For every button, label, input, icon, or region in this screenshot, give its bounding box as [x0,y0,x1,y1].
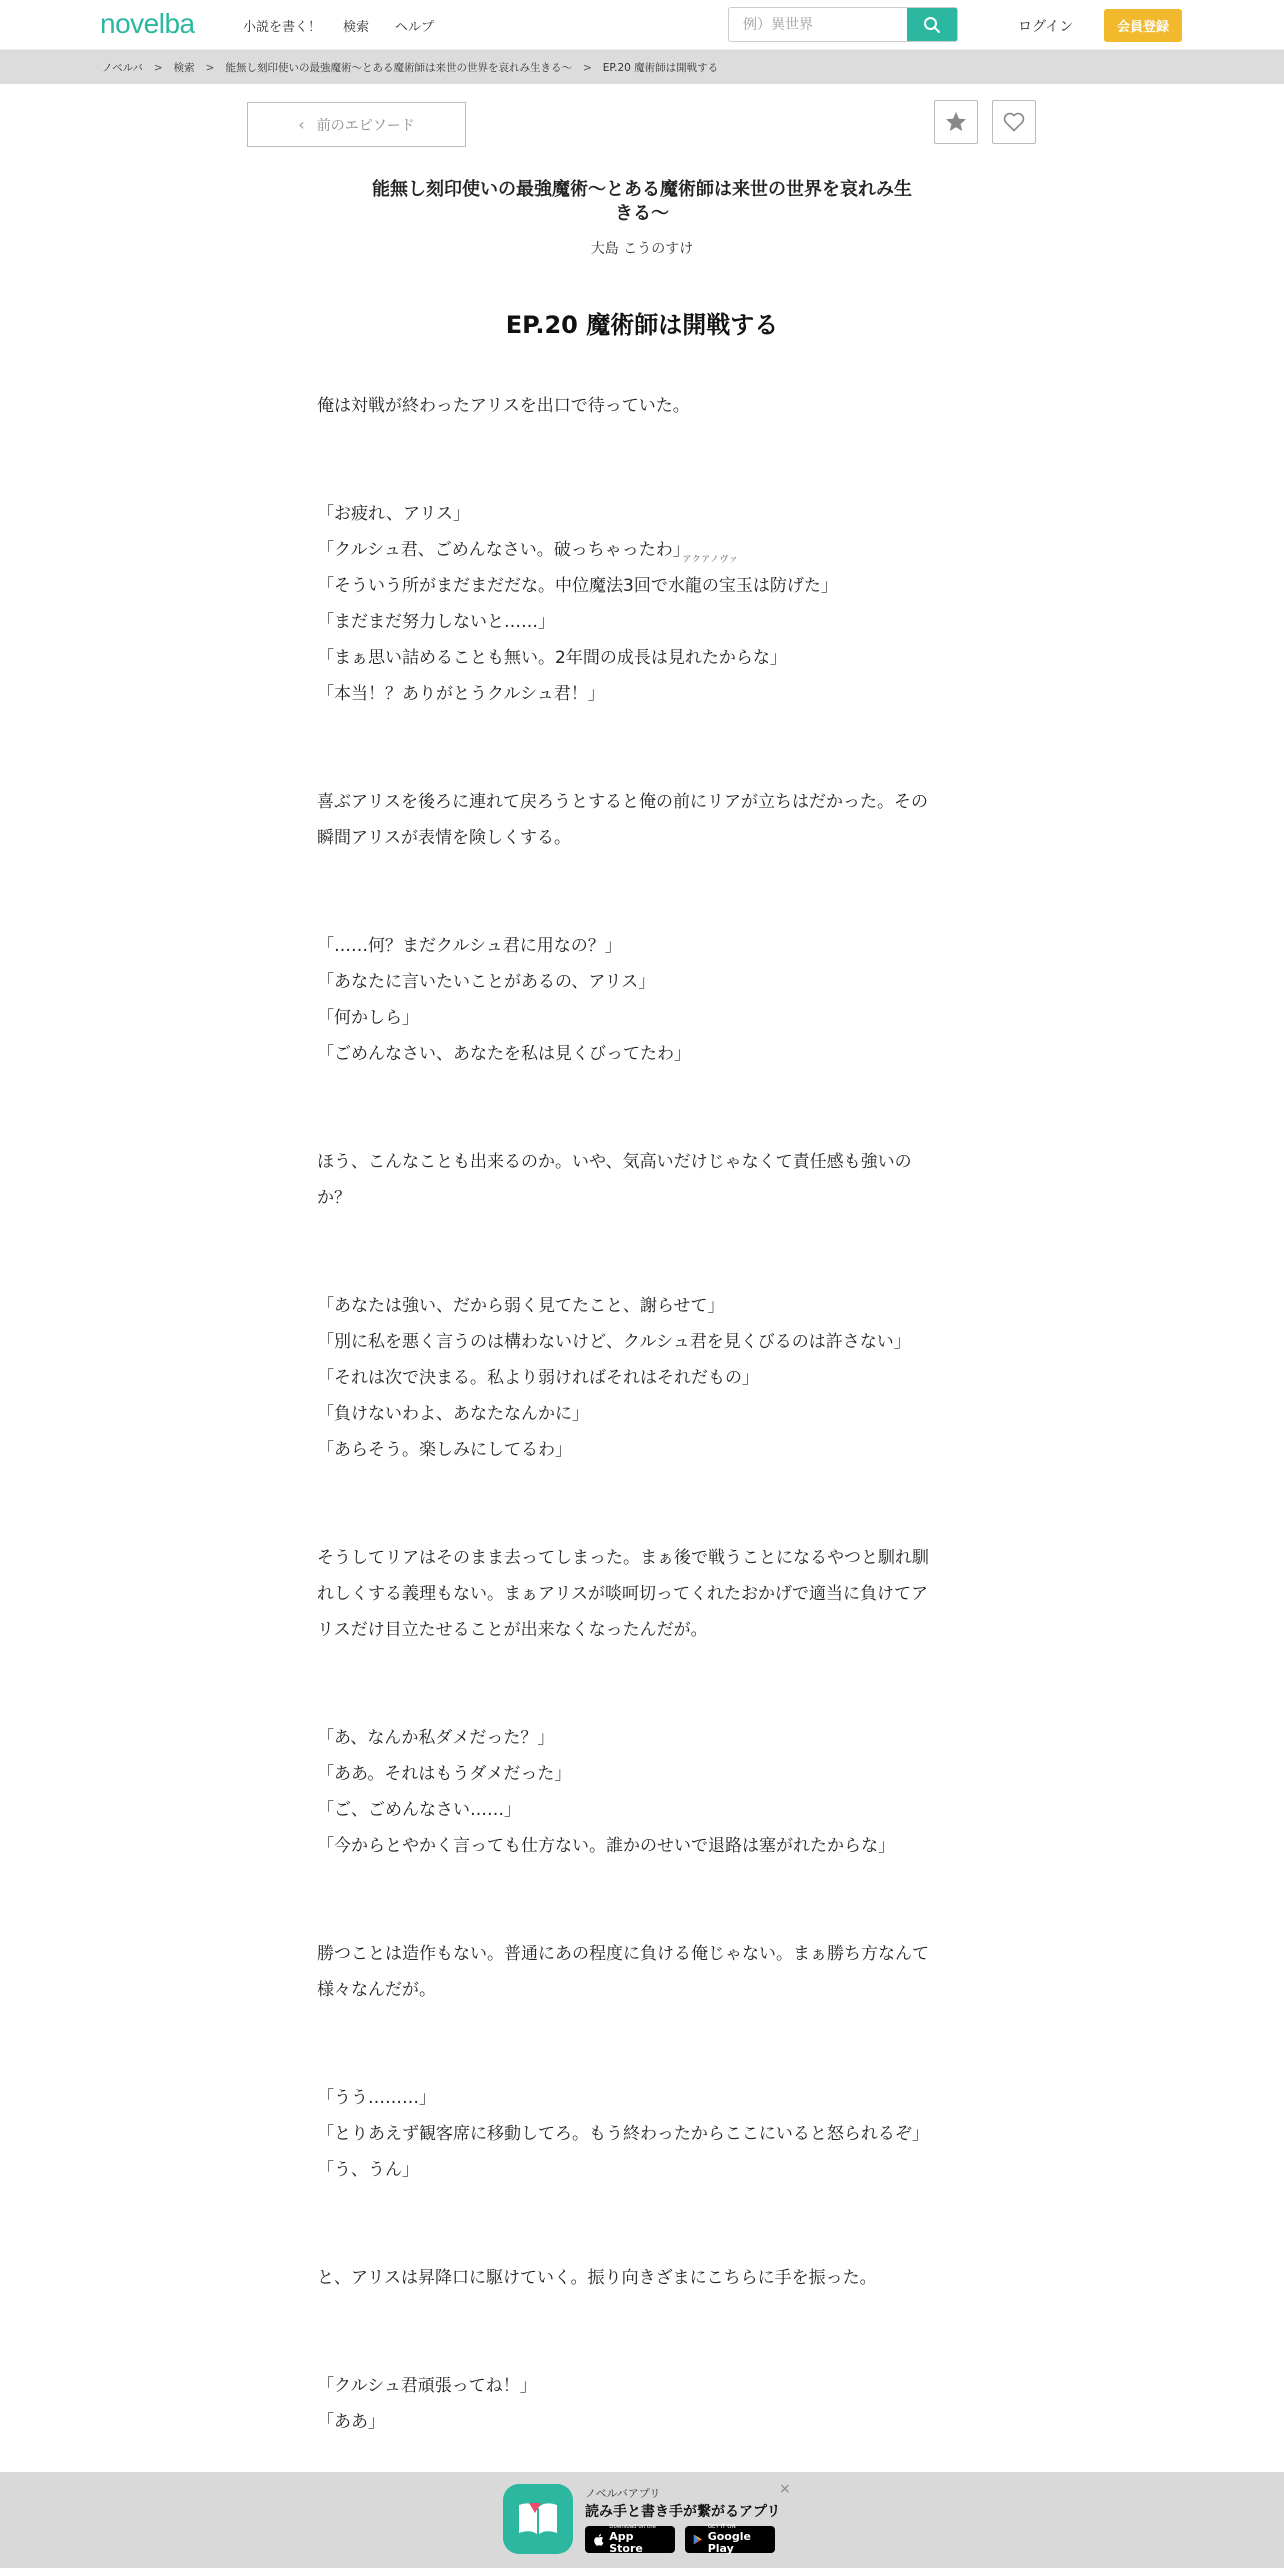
body-line: 「クルシュ君頑張ってね！」 [317,2376,537,2396]
app-name: ノベルバアプリ [585,2487,661,2500]
breadcrumb-home[interactable]: ノベルバ [102,62,143,74]
blank-line [317,1216,967,1252]
body-line: と、アリスは昇降口に駆けていく。振り向きざまにこちらに手を振った。 [317,2268,877,2288]
body-line: 「あらそう。楽しみにしてるわ」 [317,1440,572,1460]
site-header [0,0,1284,50]
body-line: 「とりあえず観客席に移動してろ。もう終わったからここにいると怒られるぞ」 [317,2124,929,2144]
author-name[interactable]: 大島 こうのすけ [590,241,694,257]
body-line: れしくする義理もない。まぁアリスが啖呵切ってくれたおかげで適当に負けてア [317,1584,928,1604]
blank-line [317,1108,967,1144]
ruby-base: 水龍の宝玉 [667,576,753,596]
app-store-big-text: App Store [609,2530,643,2555]
app-store-small-text: Download on the [609,2524,656,2530]
favorite-star-button[interactable] [934,100,978,144]
blank-line [317,1072,967,1108]
blank-line [317,1864,967,1900]
body-line: 「ごめんなさい、あなたを私は見くびってたわ」 [317,1044,691,1064]
body-line: 「う、うん」 [317,2160,419,2180]
blank-line [317,1504,967,1540]
blank-line [317,2296,967,2332]
prev-episode-label: 前のエピソード [316,117,415,134]
google-play-badge[interactable] [685,2526,775,2553]
body-line [317,555,967,604]
ruby-before: 「そういう所がまだまだだな。中位魔法3回で [317,576,668,596]
blank-line [317,460,967,496]
novelba-app-icon[interactable] [503,2484,573,2554]
prev-episode-button[interactable] [247,102,466,147]
nav-help[interactable]: ヘルプ [395,20,435,35]
body-line: 「ご、ごめんなさい……」 [317,1800,521,1820]
google-play-icon [693,2533,703,2546]
breadcrumb-separator: > [205,62,215,74]
episode-title: EP.20 魔術師は開戦する [505,311,779,339]
body-line: 喜ぶアリスを後ろに連れて戻ろうとすると俺の前にリアが立ちはだかった。その [317,792,928,812]
search-icon [923,16,941,34]
login-link[interactable]: ログイン [1018,19,1074,35]
blank-line [317,748,967,784]
breadcrumb-current: EP.20 魔術師は開戦する [602,62,719,74]
blank-line [317,424,967,460]
blank-line [317,892,967,928]
body-line: 「クルシュ君、ごめんなさい。破っちゃったわ」 [317,540,690,560]
body-line: 「まだまだ努力しないと……」 [317,612,555,632]
body-line: 「……何？まだクルシュ君に用なの？」 [317,936,622,956]
episode-body [317,388,967,2440]
body-line: 「あ、なんか私ダメだった？」 [317,1728,555,1748]
search-input[interactable] [729,8,909,41]
breadcrumb-separator: > [153,62,163,74]
like-heart-button[interactable] [992,100,1036,144]
novelba-logo[interactable]: novelba [100,8,195,39]
body-line: 「別に私を悪く言うのは構わないけど、クルシュ君を見くびるのは許さない」 [317,1332,911,1352]
blank-line [317,1252,967,1288]
blank-line [317,1684,967,1720]
chevron-left-icon: ‹ [298,115,305,134]
breadcrumb-work[interactable]: 能無し刻印使いの最強魔術〜とある魔術師は来世の世界を哀れみ生きる〜 [225,62,572,74]
book-icon [515,2499,561,2539]
body-line: 瞬間アリスが表情を険しくする。 [317,828,571,848]
body-line: リスだけ目立たせることが出来なくなったんだが。 [317,1620,708,1640]
blank-line [317,1900,967,1936]
blank-line [317,2224,967,2260]
blank-line [317,2332,967,2368]
blank-line [317,1468,967,1504]
google-play-big-text: Google Play [707,2530,751,2555]
blank-line [317,856,967,892]
star-icon [944,110,968,134]
heart-icon [1002,110,1026,134]
apple-icon [593,2533,604,2547]
breadcrumb [0,50,1284,84]
blank-line [317,1648,967,1684]
blank-line [317,712,967,748]
body-line: ほう、こんなことも出来るのか。いや、気高いだけじゃなくて責任感も強いの [317,1152,912,1172]
body-line: 様々なんだが。 [317,1980,436,2000]
breadcrumb-search[interactable]: 検索 [173,62,195,74]
body-line: 「本当！？ありがとうクルシュ君！」 [317,684,605,704]
ruby-annotation [667,555,753,604]
body-line: か？ [317,1188,351,1208]
google-play-small-text: GET IT ON [707,2524,736,2530]
nav-write-novel[interactable]: 小説を書く！ [243,20,322,35]
search-button[interactable] [907,8,957,41]
app-store-badge[interactable] [585,2526,675,2553]
work-title-line: 能無し刻印使いの最強魔術〜とある魔術師は来世の世界を哀れみ生 [372,179,912,200]
body-line: 「あなたは強い、だから弱く見てたこと、謝らせて」 [317,1296,725,1316]
signup-button[interactable]: 会員登録 [1104,9,1182,42]
body-line: 勝つことは造作もない。普通にあの程度に負ける俺じゃない。まぁ勝ち方なんて [317,1944,929,1964]
body-line: 「ああ。それはもうダメだった」 [317,1764,572,1784]
work-title[interactable] [362,178,922,226]
blank-line [317,2044,967,2080]
body-line: 「お疲れ、アリス」 [317,504,470,524]
nav-search[interactable]: 検索 [343,20,370,35]
breadcrumb-separator: > [582,62,592,74]
app-tagline: 読み手と書き手が繋がるアプリ [585,2504,781,2520]
body-line: 「まぁ思い詰めることも無い。2年間の成長は見れたからな」 [317,648,787,668]
work-title-line: きる〜 [615,203,669,224]
body-line: 「負けないわよ、あなたなんかに」 [317,1404,589,1424]
body-line: 「ああ」 [317,2412,385,2432]
blank-line [317,2188,967,2224]
body-line: 俺は対戦が終わったアリスを出口で待っていた。 [317,396,690,416]
body-line: そうしてリアはそのまま去ってしまった。まぁ後で戦うことになるやつと馴れ馴 [317,1548,929,1568]
ruby-reading: アクアノヴァ [682,555,739,565]
blank-line [317,2008,967,2044]
body-line: 「それは次で決まる。私より弱ければそれはそれだもの」 [317,1368,759,1388]
app-promo-banner [0,2472,1284,2568]
body-line: 「うう………」 [317,2088,436,2108]
close-banner-button[interactable]: × [779,2481,791,2497]
body-line: 「あなたに言いたいことがあるの、アリス」 [317,972,656,992]
body-line: 「何かしら」 [317,1008,419,1028]
search-box [728,7,958,42]
body-line: 「今からとやかく言っても仕方ない。誰かのせいで退路は塞がれたからな」 [317,1836,895,1856]
ruby-after: は防げた」 [752,576,838,596]
